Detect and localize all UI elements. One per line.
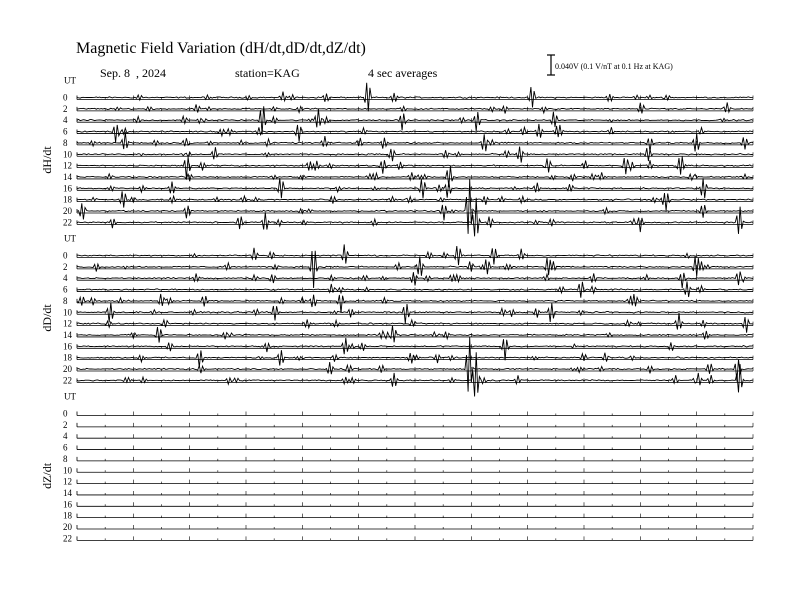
hour-label: 10	[63, 465, 72, 476]
hour-label: 22	[63, 217, 72, 228]
hour-label: 10	[63, 149, 72, 160]
hour-label: 16	[63, 183, 72, 194]
hour-label: 2	[63, 103, 68, 114]
y-axis-label: dD/dt	[40, 304, 54, 332]
station-label: station=KAG	[235, 66, 300, 80]
hour-label: 6	[63, 126, 68, 137]
trace-row	[77, 178, 753, 198]
scale-bar	[547, 55, 673, 75]
hour-label: 0	[63, 250, 68, 261]
hour-label: 14	[63, 487, 72, 498]
trace-row	[77, 294, 753, 313]
hour-label: 12	[63, 318, 72, 329]
panel-dz-dt	[40, 392, 753, 544]
hour-label: 8	[63, 295, 68, 306]
chart-title: Magnetic Field Variation (dH/dt,dD/dt,dZ/dt)	[76, 40, 366, 57]
hour-label: 8	[63, 453, 68, 464]
hour-label: 16	[63, 341, 72, 352]
date-label: Sep. 8 , 2024	[100, 66, 166, 80]
hour-label: 2	[63, 261, 68, 272]
trace-row	[77, 147, 753, 163]
trace-row	[77, 350, 753, 367]
scale-bar-label: 0.040V (0.1 V/nT at 0.1 Hz at KAG)	[555, 62, 673, 71]
hour-label: 22	[63, 375, 72, 386]
panel-dh-dt	[40, 76, 753, 237]
hour-label: 4	[63, 115, 68, 126]
hour-label: 12	[63, 476, 72, 487]
hour-label: 18	[63, 352, 72, 363]
y-axis-label: dZ/dt	[40, 462, 54, 489]
trace-row	[77, 198, 753, 237]
hour-label: 0	[63, 408, 68, 419]
ut-label: UT	[64, 75, 76, 86]
hour-label: 22	[63, 533, 72, 544]
ut-label: UT	[64, 233, 76, 244]
hour-label: 14	[63, 329, 72, 340]
hour-label: 4	[63, 431, 68, 442]
hour-label: 20	[63, 206, 72, 216]
hour-label: 0	[63, 92, 68, 103]
panel-dd-dt	[40, 234, 753, 397]
hour-label: 16	[63, 499, 72, 510]
hour-label: 18	[63, 510, 72, 521]
hour-label: 20	[63, 364, 72, 374]
ut-label: UT	[64, 391, 76, 402]
averaging-label: 4 sec averages	[368, 66, 438, 80]
trace-row	[77, 313, 753, 333]
hour-label: 8	[63, 137, 68, 148]
hour-label: 12	[63, 160, 72, 171]
hour-label: 14	[63, 171, 72, 182]
hour-label: 6	[63, 284, 68, 295]
y-axis-label: dH/dt	[40, 146, 54, 174]
hour-label: 20	[63, 522, 72, 532]
hour-label: 10	[63, 307, 72, 318]
hour-label: 18	[63, 194, 72, 205]
hour-label: 2	[63, 419, 68, 430]
hour-label: 4	[63, 273, 68, 284]
hour-label: 6	[63, 442, 68, 453]
